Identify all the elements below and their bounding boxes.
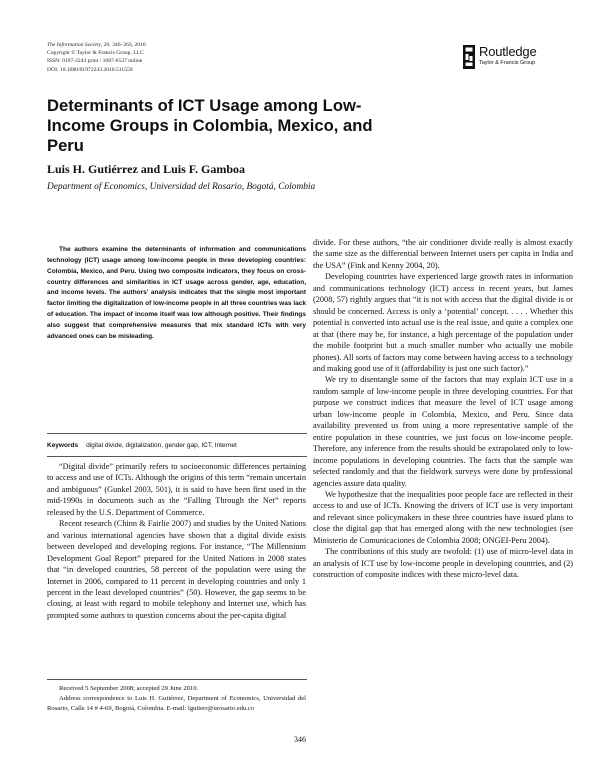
footnote-divider (47, 679, 307, 680)
author-affiliation: Department of Economics, Universidad del Rosario, Bogotá, Colombia (47, 182, 316, 192)
paragraph: Recent research (Chinn & Fairlie 2007) and studies by the United Nations and various international agencies have shown that a digital divide exists between developed and developing regions. For instance, “The Millennium Development Goal Report” prepared for the United Nations in 2008 states that “in developed countries, 58 percent of the population were using the Internet in 2006, compared to 11 percent in developing countries and only 1 percent in the least developed countries” (50). However, the gap seems to be closing, at least with regard to mobile telephony and Internet use, which has prompted some authors to question concerns about the per-capita digital (47, 519, 306, 620)
journal-citation: The Information Society, 26: 346–363, 2010 (47, 42, 146, 48)
page-number: 346 (294, 735, 306, 744)
footnotes (47, 684, 306, 714)
publisher-subtitle: Taylor & Francis Group (479, 60, 536, 66)
right-column (313, 237, 573, 581)
keywords-divider (47, 456, 307, 457)
keywords-list: digital divide, digitalization, gender gap, ICT, Internet (86, 442, 237, 449)
routledge-logo-icon (463, 45, 475, 69)
copyright: Copyright © Taylor & Francis Group, LLC (47, 50, 144, 57)
keywords (47, 442, 307, 449)
paragraph: divide. For these authors, “the air conditioner divide really is almost exactly the same size as the differential between Internet users per capita in India and the USA” (Fink and Kenny 2004, 20). (313, 238, 573, 270)
paragraph: “Digital divide” primarily refers to socioeconomic differences pertaining to access and use of ICTs. Although the origins of this term “remain uncertain and ambiguous” (Gunkel 2003, 501), it is said to have been first used in the mid-1990s in documents such as the “Falling Through the Net” reports released by the U.S. Department of Commerce. (47, 462, 306, 517)
paragraph: We try to disentangle some of the factors that may explain ICT use in a random sample of low-income people in three developing countries. For that purpose we construct indices that measure the level of ICT usage among urban low-income people in Colombia, Mexico, and Peru. Since data availability prevented us from using a more representative sample of the entire population in these countries, we just focus on low-income people. Therefore, any inference from the results should be extrapolated only to low-income populations in developing countries. The facts that the sample was selected randomly and that the fieldwork surveys were done by professional agencies assure data quality. (313, 375, 573, 488)
doi: DOI: 10.1080/01972243.2010.511559 (47, 66, 133, 73)
publisher-name: Routledge (479, 44, 537, 59)
article-title: Determinants of ICT Usage among Low-Income Groups in Colombia, Mexico, and Peru (47, 96, 373, 155)
issn: ISSN: 0197-2243 print / 1087-6537 online (47, 58, 143, 65)
paragraph: We hypothesize that the inequalities poor people face are reflected in their access to and use of ICTs. Knowing the drivers of ICT use is very important and relevant since policymakers in these three countries have issued plans to close the digital gap that has emerged along with the new technologies (see Ministerio de Comunicaciones de Colombia 2008; ONGEI-Peru 2004). (313, 489, 573, 545)
paragraph: Developing countries have experienced large growth rates in information and communications technology (ICT) access in recent years, but James (2008, 57) rightly argues that “it is not with access that the digital divide is or should be concerned. Access is only a ‘potential’ concept. . . . . Whether this potential is converted into actual use is the real issue, and quite a complex one at that (there may be, for instance, a high percentage of the population under the mobile footprint but a much smaller number who actually use mobile phones). All sorts of factors may come between having access to a technology and making good use of it (affordability is just one such factor).” (313, 272, 573, 373)
article-authors: Luis H. Gutiérrez and Luis F. Gamboa (47, 162, 246, 176)
journal-name: The Information Society, (47, 42, 103, 48)
journal-info (47, 41, 307, 74)
paragraph: The contributions of this study are twofold: (1) use of micro-level data in an analysis of ICT use by low-income people in developing countries, and (2) construction of composite indices with these micro-level data. (313, 547, 573, 580)
received-note: Received 5 September 2008; accepted 29 June 2010. (59, 685, 199, 692)
correspondence-note: Address correspondence to Luis H. Gutiérrez, Department of Economics, Universidad del Rosario, Calle 14 # 4-69, Bogotá, Colombia. E-mail: lgutierr@urosario.edu.co (47, 695, 306, 712)
left-column (47, 461, 306, 621)
abstract: The authors examine the determinants of information and communications technology (ICT) usage among low-income people in three developing countries: Colombia, Mexico, and Peru. Using two composite indicators, they focus on cross-country differences and similarities in ICT usage across gender, age, education, and income levels. The authors' analysis indicates that the single most important factor limiting the digitalization of low-income people in all three countries was lack of education. The impact of income itself was low although positive. Their findings also suggest that comprehensive measures that mix standard ICTs with very advanced ones can be misleading. (47, 246, 306, 340)
publisher-logo (463, 44, 573, 70)
abstract-divider (47, 433, 307, 434)
keywords-label: Keywords (47, 442, 79, 449)
